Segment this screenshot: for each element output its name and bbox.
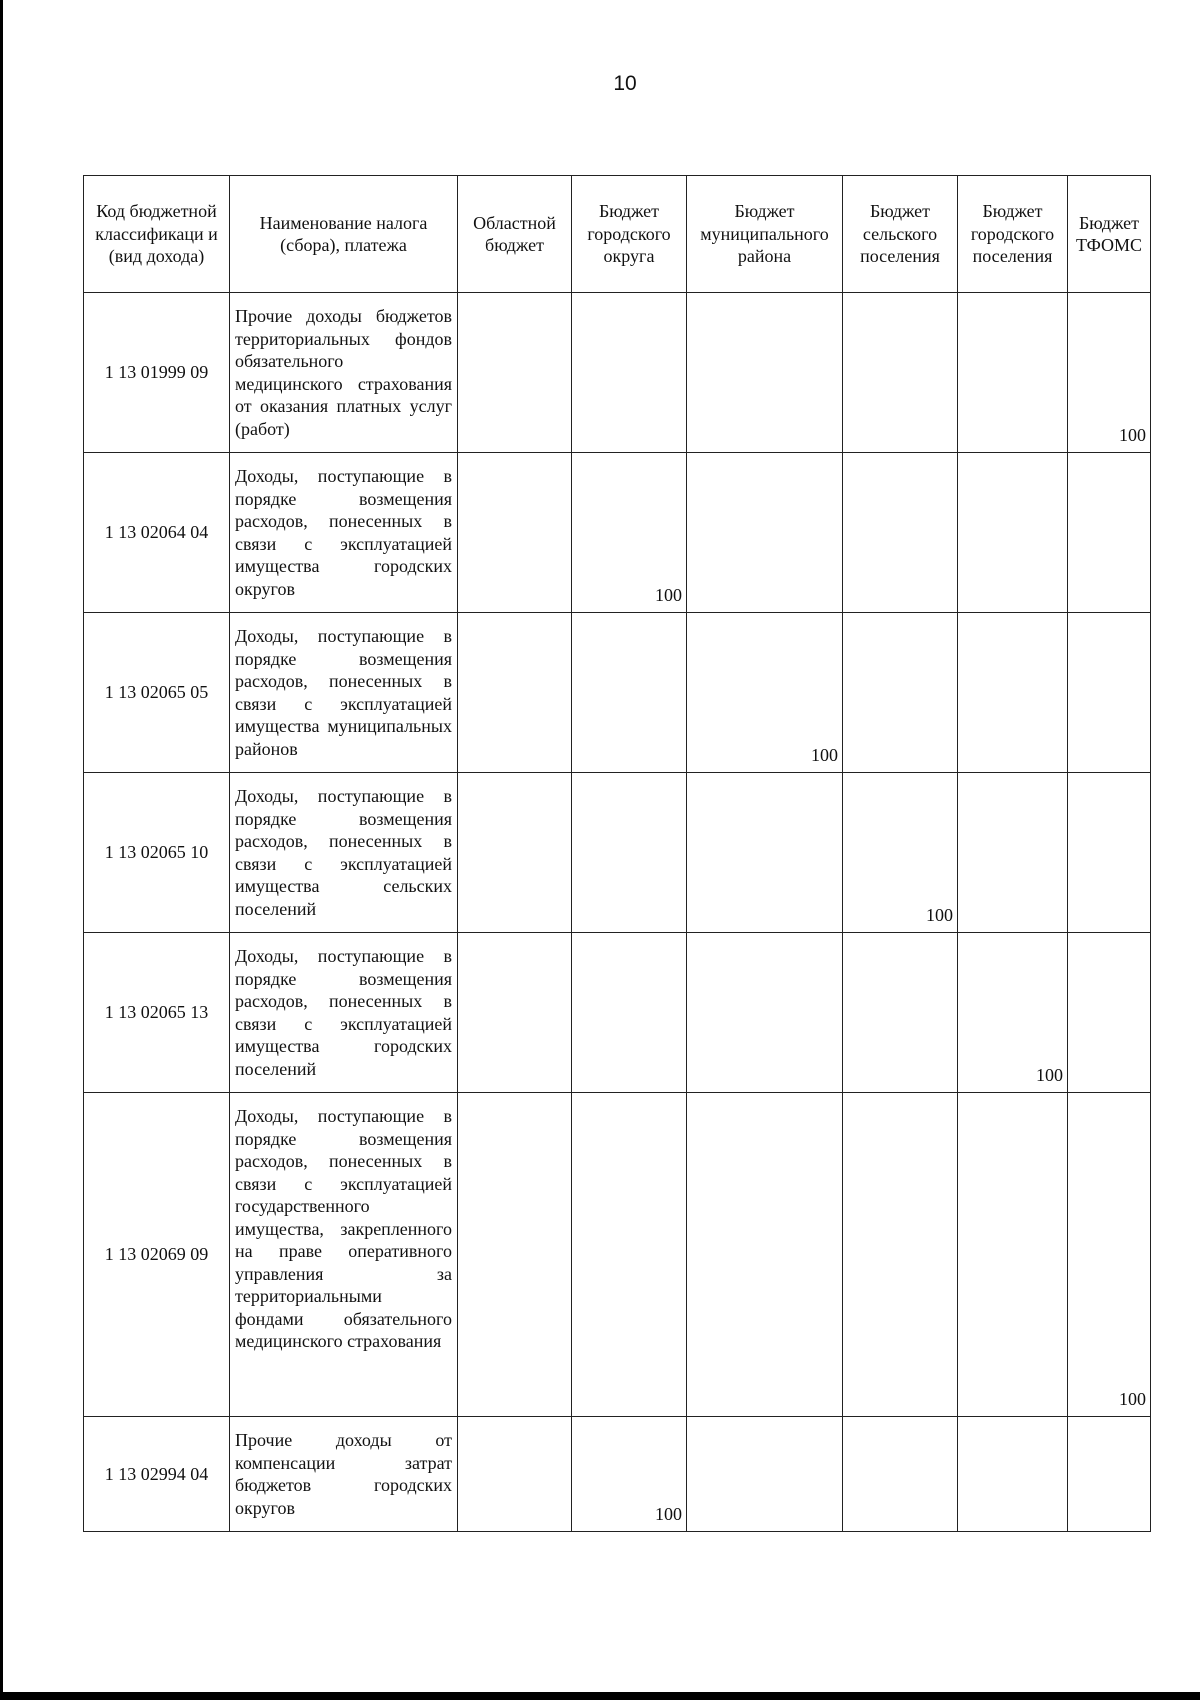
page-bottom-edge: [0, 1692, 1200, 1700]
cell-rural-settlement: [843, 293, 958, 453]
cell-urban-settlement: [958, 1093, 1068, 1417]
cell-urban-settlement: [958, 293, 1068, 453]
cell-rural-settlement: [843, 933, 958, 1093]
cell-regional: [458, 453, 572, 613]
row-code: 1 13 02065 10: [84, 773, 230, 933]
cell-urban-settlement: [958, 453, 1068, 613]
row-code: 1 13 01999 09: [84, 293, 230, 453]
cell-rural-settlement: [843, 613, 958, 773]
cell-city-district: 100: [572, 1417, 687, 1532]
cell-tfoms: [1068, 453, 1151, 613]
cell-municipal-district: [687, 1417, 843, 1532]
cell-municipal-district: [687, 773, 843, 933]
cell-urban-settlement: [958, 1417, 1068, 1532]
header-tfoms-budget: Бюджет ТФОМС: [1068, 176, 1151, 293]
cell-municipal-district: [687, 1093, 843, 1417]
cell-regional: [458, 613, 572, 773]
row-name: Доходы, поступающие в порядке возмещения расходов, понесенных в связи с эксплуатацией государственного имущества, закрепленного на праве оперативного управления за территориальными фондами обязательного медицинского страхования: [230, 1093, 458, 1417]
cell-city-district: [572, 293, 687, 453]
cell-tfoms: [1068, 613, 1151, 773]
cell-regional: [458, 1417, 572, 1532]
header-code: Код бюджетной классификаци и (вид дохода): [84, 176, 230, 293]
table-row: [84, 1417, 1151, 1532]
cell-urban-settlement: [958, 613, 1068, 773]
cell-tfoms: 100: [1068, 1093, 1151, 1417]
cell-city-district: [572, 1093, 687, 1417]
row-name: Прочие доходы от компенсации затрат бюджетов городских округов: [230, 1417, 458, 1532]
row-name: Доходы, поступающие в порядке возмещения расходов, понесенных в связи с эксплуатацией имущества городских поселений: [230, 933, 458, 1093]
table-row: [84, 453, 1151, 613]
cell-municipal-district: 100: [687, 613, 843, 773]
header-regional-budget: Областной бюджет: [458, 176, 572, 293]
header-urban-settlement-budget: Бюджет городского поселения: [958, 176, 1068, 293]
cell-tfoms: 100: [1068, 293, 1151, 453]
cell-city-district: [572, 933, 687, 1093]
table-row: [84, 1093, 1151, 1417]
row-name: Прочие доходы бюджетов территориальных фондов обязательного медицинского страхования от оказания платных услуг (работ): [230, 293, 458, 453]
budget-classification-table: [83, 175, 1151, 1532]
cell-rural-settlement: [843, 1417, 958, 1532]
table-row: [84, 933, 1151, 1093]
cell-tfoms: [1068, 773, 1151, 933]
table-row: [84, 773, 1151, 933]
cell-regional: [458, 933, 572, 1093]
cell-rural-settlement: [843, 1093, 958, 1417]
row-name: Доходы, поступающие в порядке возмещения расходов, понесенных в связи с эксплуатацией имущества городских округов: [230, 453, 458, 613]
cell-urban-settlement: [958, 773, 1068, 933]
header-name: Наименование налога (сбора), платежа: [230, 176, 458, 293]
row-name: Доходы, поступающие в порядке возмещения расходов, понесенных в связи с эксплуатацией имущества сельских поселений: [230, 773, 458, 933]
row-code: 1 13 02065 13: [84, 933, 230, 1093]
row-code: 1 13 02069 09: [84, 1093, 230, 1417]
cell-urban-settlement: 100: [958, 933, 1068, 1093]
cell-city-district: [572, 613, 687, 773]
row-code: 1 13 02994 04: [84, 1417, 230, 1532]
row-code: 1 13 02065 05: [84, 613, 230, 773]
header-rural-settlement-budget: Бюджет сельского поселения: [843, 176, 958, 293]
cell-tfoms: [1068, 933, 1151, 1093]
cell-municipal-district: [687, 293, 843, 453]
row-code: 1 13 02064 04: [84, 453, 230, 613]
cell-regional: [458, 293, 572, 453]
cell-municipal-district: [687, 933, 843, 1093]
cell-tfoms: [1068, 1417, 1151, 1532]
cell-rural-settlement: 100: [843, 773, 958, 933]
page-left-edge: [0, 0, 3, 1700]
cell-regional: [458, 773, 572, 933]
cell-municipal-district: [687, 453, 843, 613]
cell-city-district: 100: [572, 453, 687, 613]
header-city-district-budget: Бюджет городского округа: [572, 176, 687, 293]
cell-city-district: [572, 773, 687, 933]
table-header-row: [84, 176, 1151, 293]
header-municipal-district-budget: Бюджет муниципального района: [687, 176, 843, 293]
cell-regional: [458, 1093, 572, 1417]
row-name: Доходы, поступающие в порядке возмещения расходов, понесенных в связи с эксплуатацией имущества муниципальных районов: [230, 613, 458, 773]
cell-rural-settlement: [843, 453, 958, 613]
table-row: [84, 613, 1151, 773]
page-number: 10: [613, 72, 637, 95]
table-row: [84, 293, 1151, 453]
